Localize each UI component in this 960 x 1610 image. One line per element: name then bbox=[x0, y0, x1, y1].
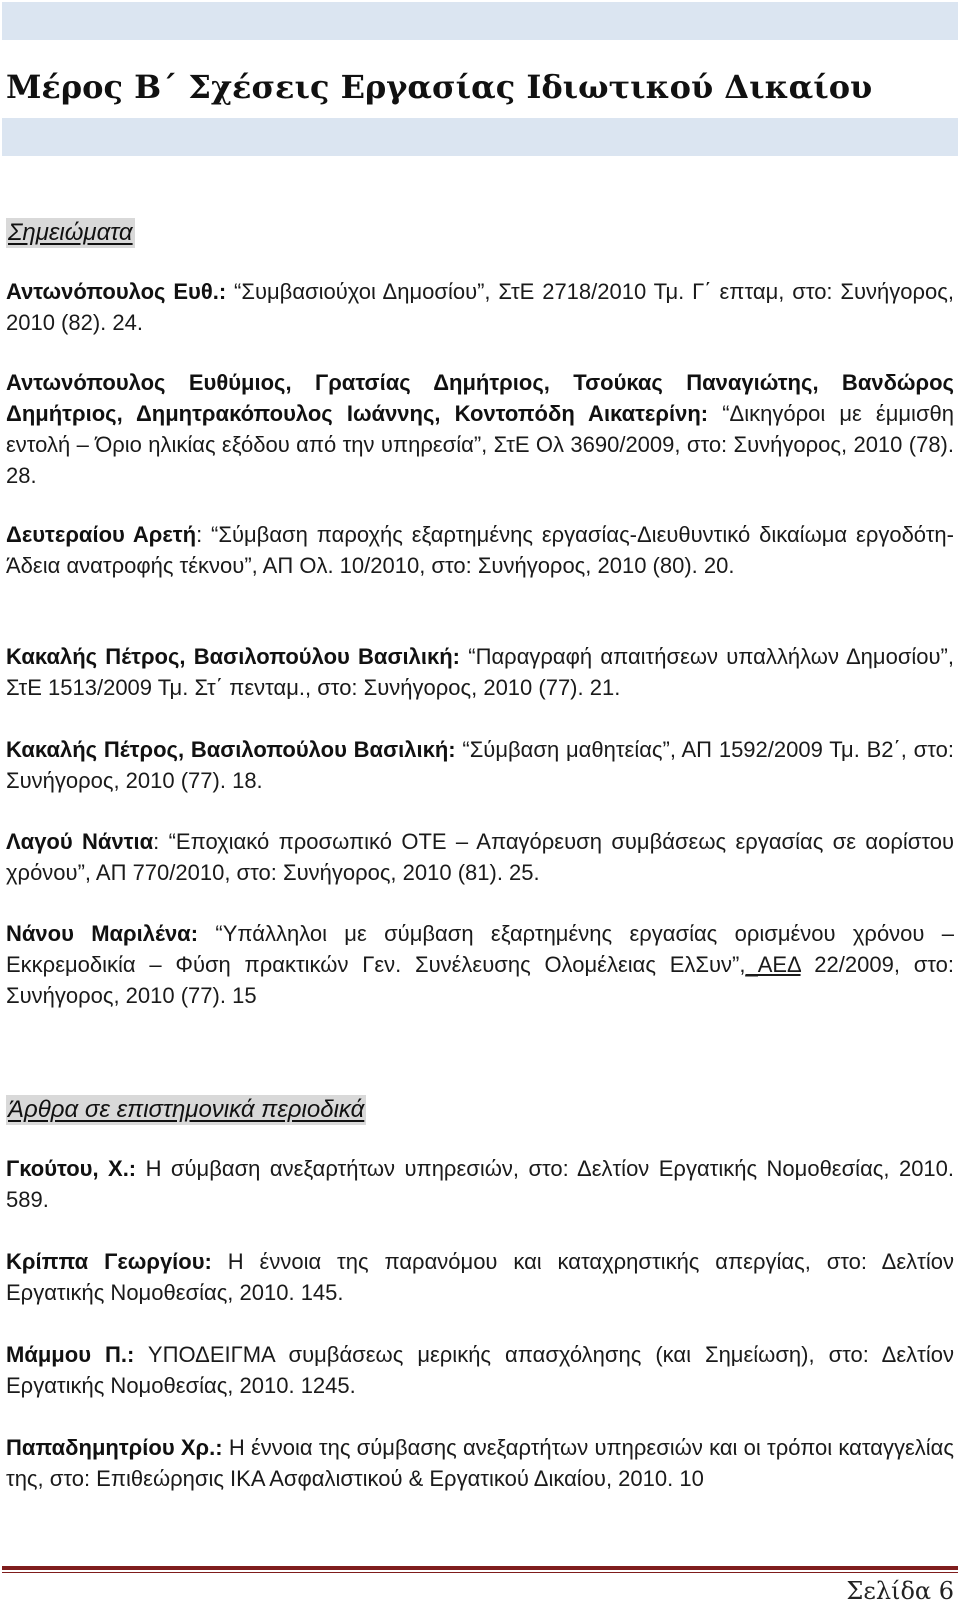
entry-text: “Παραγραφή απαιτήσεων υπαλλήλων Δημοσίου”, ΣτΕ 1513/2009 Τμ. Στ΄ πενταμ., στο: Συνήγορος, 2010 (77). 21. bbox=[6, 644, 954, 700]
entry-text-tail: 22/2009, στο: Συνήγορος, 2010 (77). 15 bbox=[6, 952, 955, 1008]
footer-rule-thin bbox=[2, 1572, 958, 1573]
entry-text: ΥΠΟΔΕΙΓΜΑ συμβάσεως μερικής απασχόλησης (και Σημείωση), στο: Δελτίον Εργατικής Νομοθεσίας, 2010. 1245. bbox=[6, 1342, 954, 1398]
entry-author: Κακαλής Πέτρος, Βασιλοπούλου Βασιλική: bbox=[6, 644, 461, 669]
header-band-top bbox=[2, 2, 958, 40]
entry-author: Αντωνόπουλος Ευθ.: bbox=[6, 279, 227, 304]
notes-entry bbox=[6, 367, 954, 491]
entry-author: Παπαδημητρίου Χρ.: bbox=[6, 1435, 223, 1460]
notes-entry bbox=[6, 641, 954, 703]
article-entry bbox=[6, 1339, 954, 1401]
article-entry bbox=[6, 1432, 954, 1494]
entry-text: “Δικηγόροι με έμμισθη εντολή – Όριο ηλικίας εξόδου από την υπηρεσία”, ΣτΕ Ολ 3690/2009, στο: Συνήγορος, 2010 (78). 28. bbox=[6, 401, 954, 488]
article-entry bbox=[6, 1246, 954, 1308]
notes-entry bbox=[6, 519, 954, 581]
entry-text: Η έννοια της σύμβασης ανεξαρτήτων υπηρεσιών και οι τρόποι καταγγελίας της, στο: Επιθεώρησις ΙΚΑ Ασφαλιστικού & Εργατικού Δικαίου, 2010. 10 bbox=[6, 1435, 954, 1491]
entry-text: : “Εποχιακό προσωπικό ΟΤΕ – Απαγόρευση συμβάσεως εργασίας σε αορίστου χρόνου”, ΑΠ 770/2010, στο: Συνήγορος, 2010 (81). 25. bbox=[6, 829, 954, 885]
article-entry bbox=[6, 1153, 954, 1215]
entry-author: Αντωνόπουλος Ευθύμιος, Γρατσίας Δημήτριος, Τσούκας Παναγιώτης, Βανδώρος Δημήτριος, Δημητρακόπουλος Ιωάννης, Κοντοπόδη Αικατερίνη: bbox=[6, 370, 954, 426]
entry-text: Η έννοια της παρανόμου και καταχρηστικής απεργίας, στο: Δελτίον Εργατικής Νομοθεσίας, 2010. 145. bbox=[6, 1249, 954, 1305]
entry-text: “Συμβασιούχοι Δημοσίου”, ΣτΕ 2718/2010 Τμ. Γ΄ επταμ, στο: Συνήγορος, 2010 (82). 24. bbox=[6, 279, 954, 335]
entry-text: “Υπάλληλοι με σύμβαση εξαρτημένης εργασίας ορισμένου χρόνου – Εκκρεμοδικία – Φύση πρακτικών Γεν. Συνέλευσης Ολομέλειας ΕλΣυν”, bbox=[6, 921, 955, 977]
entry-underlined-ref: _ΑΕΔ bbox=[745, 952, 801, 977]
header-band-bottom bbox=[2, 118, 958, 156]
entry-author: Κακαλής Πέτρος, Βασιλοπούλου Βασιλική: bbox=[6, 737, 456, 762]
notes-entry bbox=[6, 734, 954, 796]
entry-author: Λαγού Νάντια bbox=[6, 829, 154, 854]
footer-rule bbox=[2, 1566, 958, 1570]
entry-author: Νάνου Μαριλένα: bbox=[6, 921, 199, 946]
entry-author: Γκούτου, Χ.: bbox=[6, 1156, 137, 1181]
entry-author: Δευτεραίου Αρετή bbox=[6, 522, 197, 547]
notes-section-heading: Σημειώματα bbox=[8, 219, 133, 246]
entry-text: Η σύμβαση ανεξαρτήτων υπηρεσιών, στο: Δελτίον Εργατικής Νομοθεσίας, 2010. 589. bbox=[6, 1156, 955, 1212]
entry-text: : “Σύμβαση παροχής εξαρτημένης εργασίας-Διευθυντικό δικαίωμα εργοδότη-Άδεια ανατροφής τέκνου”, ΑΠ Ολ. 10/2010, στο: Συνήγορος, 2010 (80). 20. bbox=[6, 522, 954, 578]
notes-entry bbox=[6, 826, 954, 888]
entry-author: Κρίππα Γεωργίου: bbox=[6, 1249, 212, 1274]
articles-section-heading: Άρθρα σε επιστημονικά περιοδικά bbox=[8, 1096, 365, 1123]
entry-author: Μάμμου Π.: bbox=[6, 1342, 135, 1367]
entry-text: “Σύμβαση μαθητείας”, ΑΠ 1592/2009 Τμ. Β2΄, στο: Συνήγορος, 2010 (77). 18. bbox=[6, 737, 954, 793]
notes-entry bbox=[6, 276, 954, 338]
notes-entry bbox=[6, 918, 954, 1011]
page-number: Σελίδα 6 bbox=[846, 1577, 954, 1605]
part-title: Μέρος Β΄ Σχέσεις Εργασίας Ιδιωτικού Δικαίου bbox=[6, 68, 873, 106]
